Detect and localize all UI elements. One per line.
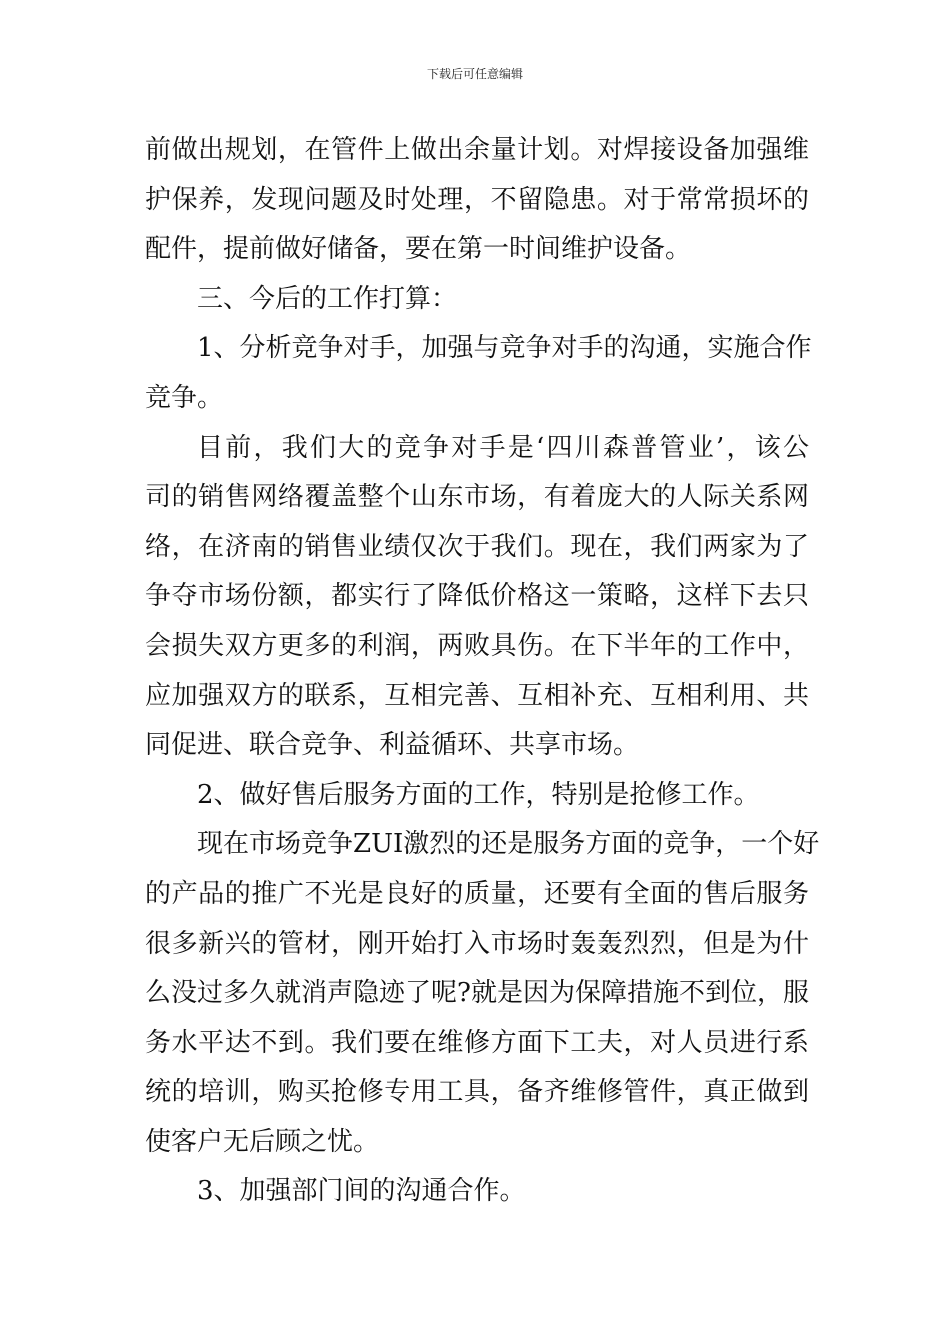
text-line: 很多新兴的管材，刚开始打入市场时轰轰烈烈，但是为什 [145,928,809,959]
text-line: 应加强双方的联系，互相完善、互相补充、互相利用、共 [145,680,809,711]
text-line: 目前，我们大的竞争对手是‘四川森普管业’，该公 [197,432,809,463]
text-line: 使客户无后顾之忧。 [145,1126,380,1157]
text-line: 的产品的推广不光是良好的质量，还要有全面的售后服务 [145,878,809,909]
text-line: 统的培训，购买抢修专用工具，备齐维修管件，真正做到 [145,1077,809,1108]
text-line: 务水平达不到。我们要在维修方面下工夫，对人员进行系 [145,1027,809,1058]
text-line: 现在市场竞争ZUI激烈的还是服务方面的竞争，一个好 [197,829,820,860]
list-item-heading: 2、做好售后服务方面的工作，特别是抢修工作。 [197,779,760,810]
text-line: 前做出规划，在管件上做出余量计划。对焊接设备加强维 [145,135,809,165]
section-heading: 三、今后的工作打算： [197,283,458,314]
text-line: 司的销售网络覆盖整个山东市场，有着庞大的人际关系网 [145,482,809,513]
text-line: 络，在济南的销售业绩仅次于我们。现在，我们两家为了 [145,531,809,562]
text-line: 争夺市场份额，都实行了降低价格这一策略，这样下去只 [145,581,809,612]
text-line: 护保养，发现问题及时处理，不留隐患。对于常常损坏的 [145,184,809,215]
text-line: 竞争。 [145,382,224,413]
text-line: 会损失双方更多的利润，两败具伤。在下半年的工作中， [145,630,809,661]
text-line: 么没过多久就消声隐迹了呢?就是因为保障措施不到位，服 [145,978,809,1009]
page-header: 下载后可任意编辑 [426,67,523,81]
text-line: 配件，提前做好储备，要在第一时间维护设备。 [145,234,692,265]
document-body [145,126,820,1217]
list-item-heading: 3、加强部门间的沟通合作。 [197,1176,526,1207]
text-line: 同促进、联合竞争、利益循环、共享市场。 [145,730,640,761]
list-item-heading: 1、分析竞争对手，加强与竞争对手的沟通，实施合作 [197,333,812,364]
